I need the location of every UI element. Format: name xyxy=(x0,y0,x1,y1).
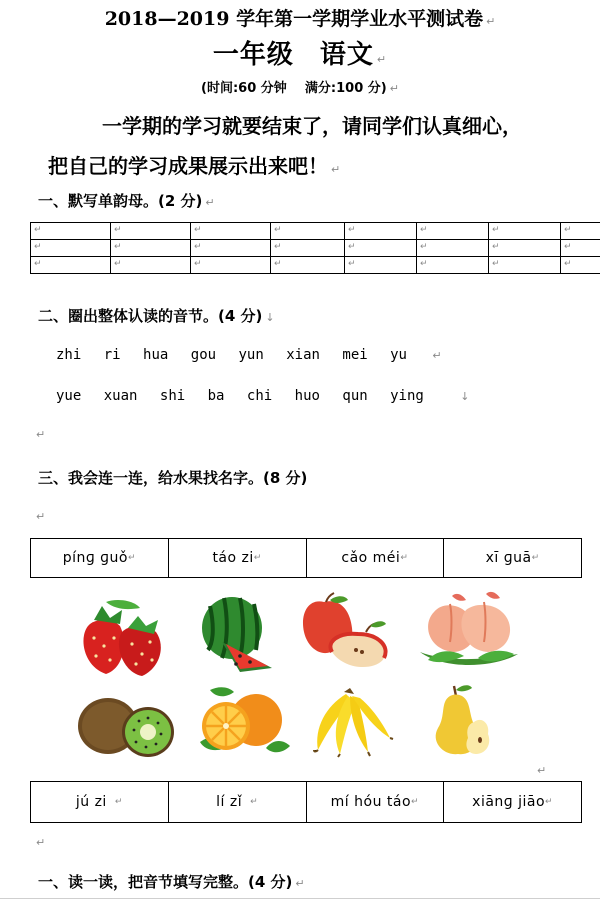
syllable: shi xyxy=(159,388,186,404)
grid-cell-mark: ↵ xyxy=(564,225,572,235)
paragraph-mark: ↵ xyxy=(36,428,46,441)
apple-icon xyxy=(298,592,390,674)
syllable: xuan xyxy=(103,388,138,404)
paragraph-mark: ↵ xyxy=(36,510,46,523)
grid-cell-mark: ↵ xyxy=(420,242,428,252)
syllable: chi xyxy=(246,388,273,404)
grid-cell-mark: ↵ xyxy=(114,259,122,269)
syllable: qun xyxy=(342,388,368,404)
section-4-heading: 一、读一读，把音节填写完整。(4 分) ↵ xyxy=(38,873,305,891)
syllable: ying xyxy=(390,388,424,404)
grid-cell-mark: ↵ xyxy=(194,242,202,252)
grid-cell-mark: ↵ xyxy=(194,225,202,235)
time-label: (时间:60 分钟 xyxy=(201,81,287,96)
grid-cell-mark: ↵ xyxy=(348,225,356,235)
score-label: 满分:100 分) xyxy=(304,81,387,96)
syllable: yu xyxy=(390,347,407,363)
grid-cell-mark: ↵ xyxy=(114,242,122,252)
grid-cell-mark: ↵ xyxy=(492,242,500,252)
syllable: ba xyxy=(207,388,225,404)
orange-icon xyxy=(196,686,292,758)
syllable-line-1: zhi ri hua gou yun xian mei yu ↵ xyxy=(56,347,442,363)
grid-cell-mark: ↵ xyxy=(274,242,282,252)
peach-icon xyxy=(414,590,526,674)
grid-cell-mark: ↵ xyxy=(114,225,122,235)
grid-cell-mark: ↵ xyxy=(194,259,202,269)
grid-cell-mark: ↵ xyxy=(34,242,42,252)
fruit-name-cell: táo zi ↵ xyxy=(169,539,307,577)
intro-line-1: 一学期的学习就要结束了，请同学们认真细心， xyxy=(102,114,522,138)
fruit-name-cell: cǎo méi ↵ xyxy=(307,539,445,577)
grid-cell-mark: ↵ xyxy=(34,259,42,269)
fruit-names-top-row xyxy=(30,538,582,578)
grid-cell-mark: ↵ xyxy=(348,259,356,269)
syllable: huo xyxy=(294,388,320,404)
watermelon-icon xyxy=(200,594,274,674)
kiwi-icon xyxy=(74,690,178,764)
grade-subject-title: 一年级 语文 ↵ xyxy=(212,40,388,70)
grid-cell-mark: ↵ xyxy=(274,225,282,235)
grid-cell-mark: ↵ xyxy=(492,259,500,269)
syllable-line-2: yue xuan shi ba chi huo qun ying ↓ xyxy=(56,388,470,404)
section-3-heading: 三、我会连一连，给水果找名字。(8 分) xyxy=(38,469,308,487)
grid-cell-mark: ↵ xyxy=(348,242,356,252)
grid-cell-mark: ↵ xyxy=(420,259,428,269)
fruit-names-bottom-row xyxy=(30,781,582,823)
banana-icon xyxy=(306,686,394,758)
syllable: gou xyxy=(190,347,217,363)
fruit-name-cell: xī ɡuā ↵ xyxy=(485,550,540,566)
exam-meta: (时间:60 分钟 满分:100 分) ↵ xyxy=(201,81,399,96)
vowel-writing-grid xyxy=(30,222,600,274)
pear-icon xyxy=(426,682,502,758)
grid-cell-mark: ↵ xyxy=(34,225,42,235)
grid-cell-mark: ↵ xyxy=(420,225,428,235)
syllable: mei xyxy=(342,347,368,363)
grade-level: 一年级 xyxy=(212,40,294,70)
syllable: yue xyxy=(56,388,82,404)
paragraph-mark: ↵ xyxy=(537,764,547,777)
fruit-name-cell: xiānɡ jiāo ↵ xyxy=(472,794,554,810)
grid-cell-mark: ↵ xyxy=(274,259,282,269)
exam-title: 2018—2019 学年第一学期学业水平测试卷 ↵ xyxy=(104,8,496,30)
syllable: xian xyxy=(286,347,320,363)
grid-cell-mark: ↵ xyxy=(564,259,572,269)
section-1-heading: 一、默写单韵母。(2 分) ↵ xyxy=(38,192,215,210)
syllable: yun xyxy=(238,347,264,363)
grid-cell-mark: ↵ xyxy=(492,225,500,235)
intro-line-2: 把自己的学习成果展示出来吧！ ↵ xyxy=(48,154,341,178)
paragraph-mark: ↵ xyxy=(36,836,46,849)
strawberry-icon xyxy=(76,598,168,678)
syllable: ri xyxy=(103,347,121,363)
subject-name: 语文 xyxy=(319,40,374,70)
page-bottom-divider xyxy=(0,898,600,899)
fruit-name-cell: jú zi ↵ xyxy=(31,782,169,822)
section-2-heading: 二、圈出整体认读的音节。(4 分) ↓ xyxy=(38,307,275,325)
fruit-name-cell: pínɡ ɡuǒ ↵ xyxy=(31,539,169,577)
fruit-name-cell: mí hóu táo ↵ xyxy=(307,782,445,822)
fruit-name-cell: lí zǐ ↵ xyxy=(169,782,307,822)
syllable: zhi xyxy=(56,347,82,363)
syllable: hua xyxy=(143,347,169,363)
grid-cell-mark: ↵ xyxy=(564,242,572,252)
